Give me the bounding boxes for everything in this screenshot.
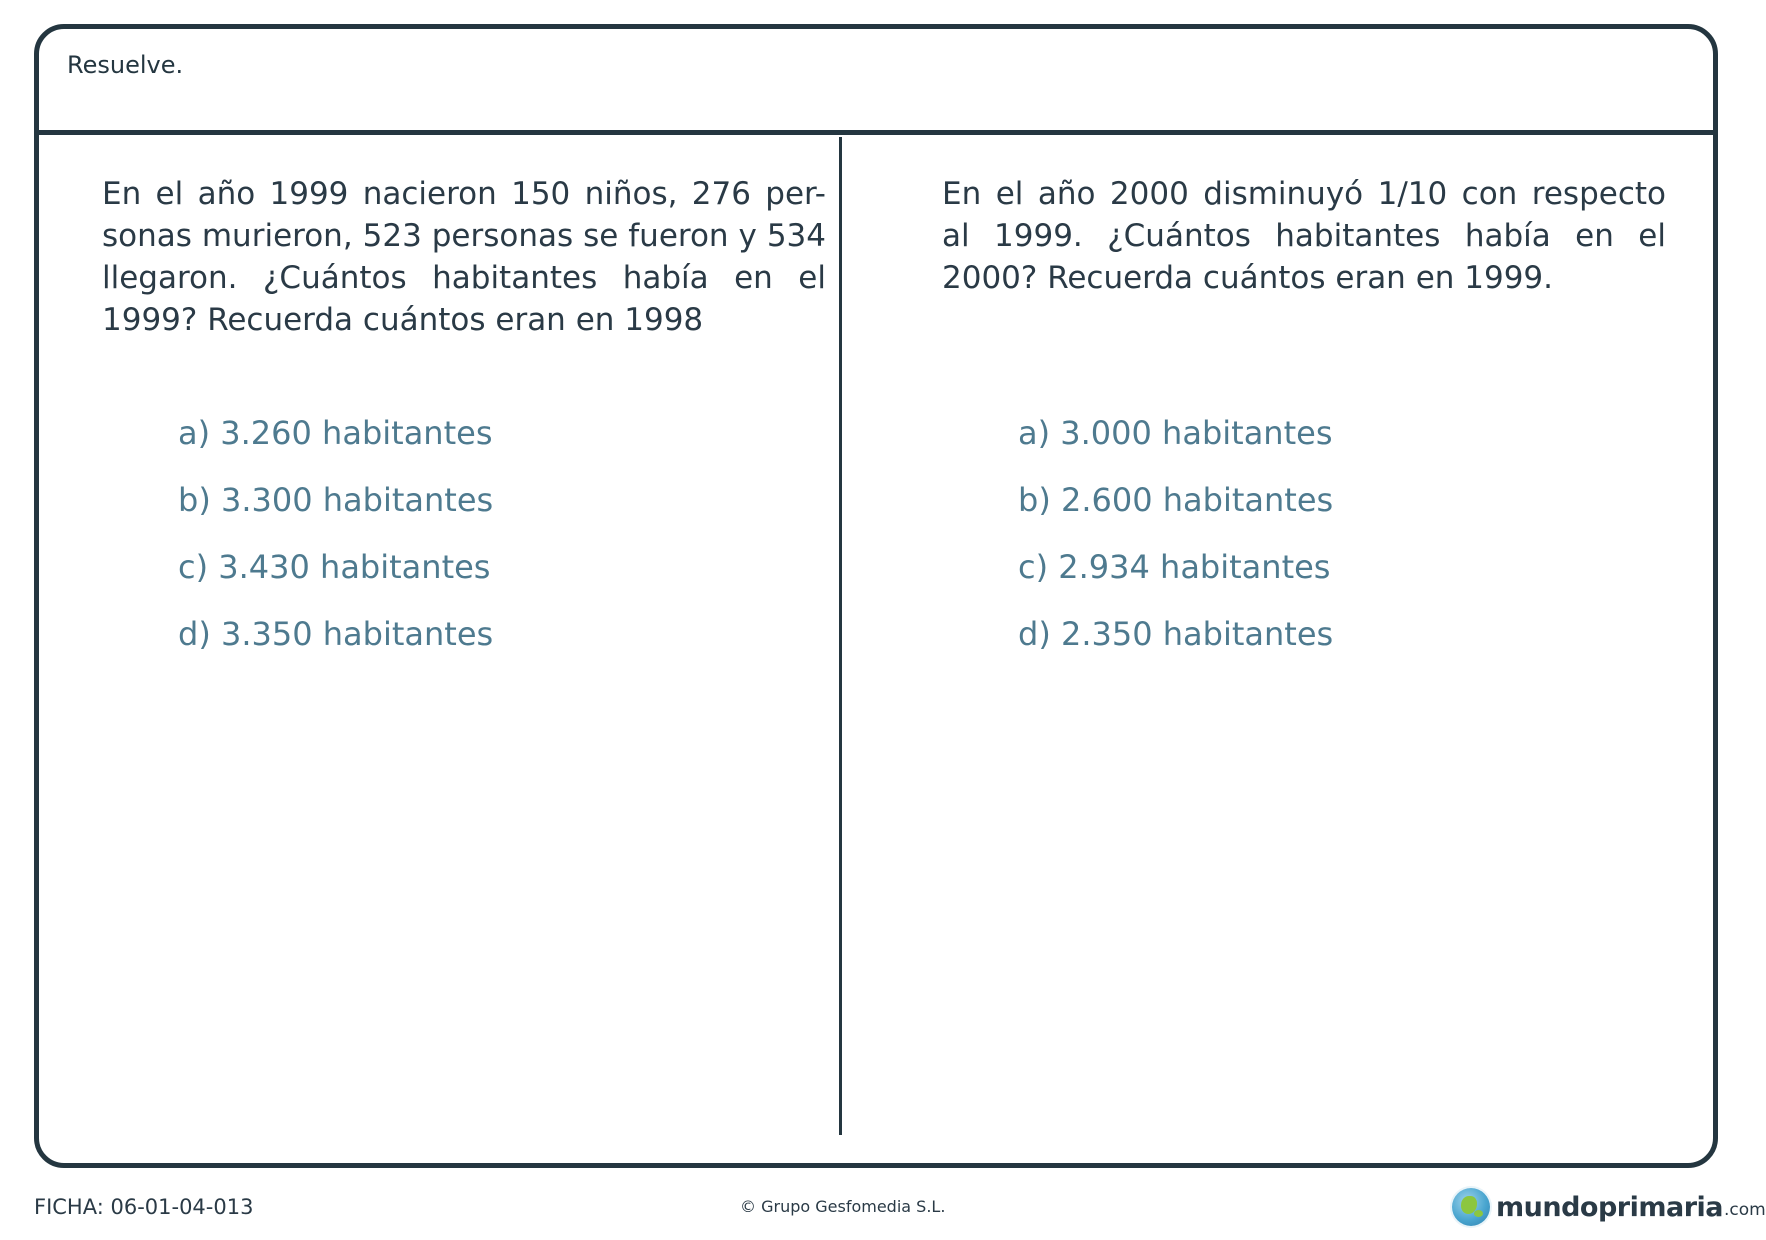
problem-2-option-b: b) 2.600 habitantes (1018, 481, 1334, 519)
problem-1-option-b: b) 3.300 habitantes (178, 481, 494, 519)
problem-1-options (178, 415, 493, 683)
column-divider (839, 137, 842, 1135)
problem-2 (942, 173, 1666, 653)
brand-logo[interactable] (1452, 1185, 1766, 1229)
instruction-text: Resuelve. (67, 51, 184, 79)
problem-1-question: En el año 1999 nacieron 150 niños, 276 per-sonas murieron, 523 personas se fueron y 534 llegaron. ¿Cuántos habitantes había en el 1999? Recuerda cuántos eran en 1998 (102, 176, 826, 338)
problem-1-option-c: c) 3.430 habitantes (178, 548, 491, 586)
problem-2-option-a: a) 3.000 habitantes (1018, 414, 1333, 452)
problem-2-option-d: d) 2.350 habitantes (1018, 615, 1334, 653)
worksheet-header (39, 29, 1713, 135)
brand-tld: .com (1724, 1200, 1766, 1220)
worksheet-code: FICHA: 06-01-04-013 (34, 1195, 254, 1219)
problem-2-question: En el año 2000 disminuyó 1/10 con respecto al 1999. ¿Cuántos habitantes había en el 2000? Recuerda cuántos eran en 1999. (942, 176, 1666, 296)
problem-1-option-d: d) 3.350 habitantes (178, 615, 494, 653)
globe-icon (1452, 1188, 1490, 1226)
worksheet-frame (34, 24, 1718, 1168)
problem-1 (102, 173, 826, 653)
problem-1-option-a: a) 3.260 habitantes (178, 414, 493, 452)
brand-name: mundoprimaria (1496, 1191, 1723, 1223)
copyright-text: © Grupo Gesfomedia S.L. (740, 1197, 946, 1216)
problem-2-options (1018, 415, 1333, 683)
problem-2-option-c: c) 2.934 habitantes (1018, 548, 1331, 586)
